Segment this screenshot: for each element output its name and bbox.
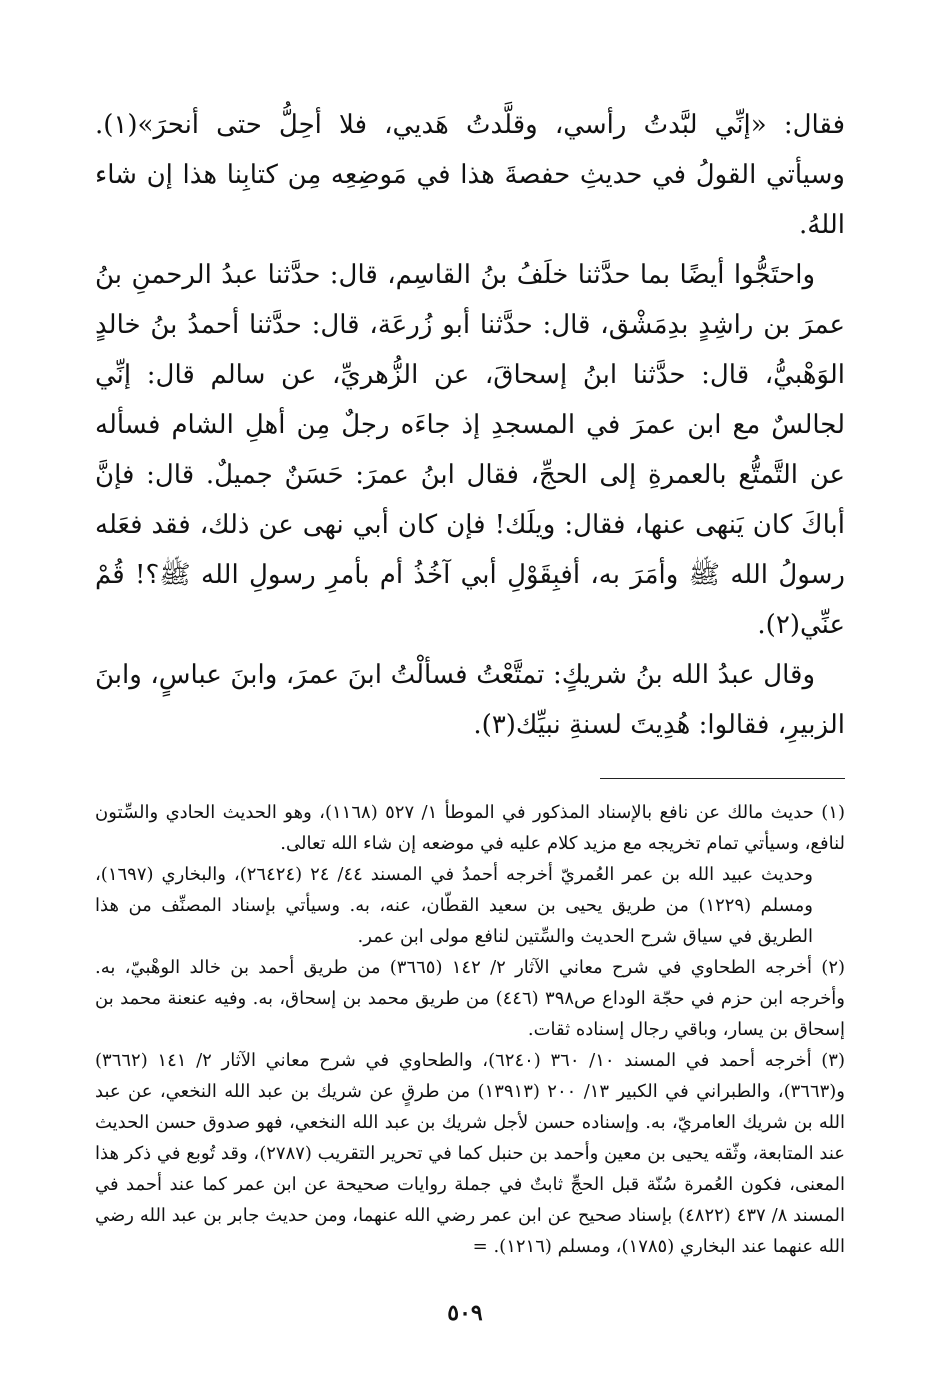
footnote-1-continuation: وحديث عبيد الله بن عمر العُمريّ أخرجه أحمدُ في المسند ٤٤/ ٢٤ (٢٦٤٢٤)، والبخاري (١٦٩٧)، ومسلم (١٢٢٩) من طريق يحيى بن سعيد القطّان، عنه، به. وسيأتي بإسناد المصنِّف من هذا الطريق في سياق شرح الحديث والسِّتين لنافع مولى ابن عمر. (95, 864, 813, 947)
footnotes (95, 797, 845, 1262)
footnote-3: (٣) أخرجه أحمد في المسند ١٠/ ٣٦٠ (٦٢٤٠)، والطحاوي في شرح معاني الآثار ٢/ ١٤١ (٣٦٦٢) و(٣٦٦٣)، والطبراني في الكبير ١٣/ ٢٠٠ (١٣٩١٣) من طرقٍ عن شريك بن عبد الله النخعي، عن عبد الله بن شريك العامريّ، به. وإسناده حسن لأجل شريك بن عبد الله النخعي، فهو صدوق حسن الحديث عند المتابعة، وثّقه يحيى بن معين وأحمد بن حنبل كما في تحرير التقريب (٢٧٨٧)، وقد تُوبع في ذكر هذا المعنى، فكون العُمرة سُنّة قبل الحجِّ ثابتٌ في جملة روايات صحيحة عن ابن عمر كما عند أحمد في المسند ٨/ ٤٣٧ (٤٨٢٢) بإسناد صحيح عن ابن عمر رضي الله عنهما، ومن حديث جابر بن عبد الله رضي الله عنهما عند البخاري (١٧٨٥)، ومسلم (١٢١٦). = (95, 1050, 846, 1257)
page-number: ٥٠٩ (447, 1300, 483, 1326)
footnote-1: (١) حديث مالك عن نافع بالإسناد المذكور في الموطأ ١/ ٥٢٧ (١١٦٨)، وهو الحديث الحادي والسِّتون لنافع، وسيأتي تمام تخريجه مع مزيد كلام عليه في موضعه إن شاء الله تعالى. (95, 802, 845, 854)
footnote-separator (600, 778, 845, 779)
main-paragraph-3: وقال عبدُ الله بنُ شريكٍ: تمتَّعْتُ فسألْتُ ابنَ عمرَ، وابنَ عباسٍ، وابنَ الزبيرِ، فقالوا: هُدِيتَ لسنةِ نبيِّك(٣). (95, 660, 845, 740)
main-paragraph-2: واحتَجُّوا أيضًا بما حدَّثنا خلَفُ بنُ القاسِم، قال: حدَّثنا عبدُ الرحمنِ بنُ عمرَ بن راشِدٍ بدِمَشْق، قال: حدَّثنا أبو زُرعَة، قال: حدَّثنا أحمدُ بنُ خالدٍ الوَهْبيُّ، قال: حدَّثنا ابنُ إسحاقَ، عن الزُّهريِّ، عن سالم قال: إنِّي لجالسٌ مع ابن عمرَ في المسجدِ إذ جاءَه رجلٌ مِن أهلِ الشام فسأله عن التَّمتُّع بالعمرةِ إلى الحجِّ، فقال ابنُ عمرَ: حَسَنٌ جميلٌ. قال: فإنَّ أباكَ كان يَنهى عنها، فقال: ويلَك! فإن كان أبي نهى عن ذلك، فقد فعَله رسولُ الله ﷺ وأمَرَ به، أفبِقَوْلِ أبي آخُذُ أم بأمرِ رسولِ الله ﷺ؟! قُمْ عنِّي(٢). (95, 260, 845, 640)
page-content (95, 100, 845, 1262)
main-paragraph-1: فقال: «إنِّي لبَّدتُ رأسي، وقلَّدتُ هَديي، فلا أحِلُّ حتى أنحرَ»(١). وسيأتي القولُ في حديثِ حفصةَ هذا في مَوضِعِه مِن كتابِنا هذا إن شاء اللهُ. (95, 110, 845, 240)
footnote-2: (٢) أخرجه الطحاوي في شرح معاني الآثار ٢/ ١٤٢ (٣٦٦٥) من طريق أحمد بن خالد الوهْبيّ، به. وأخرجه ابن حزم في حجّة الوداع ص٣٩٨ (٤٤٦) من طريق محمد بن إسحاق، به. وفيه عنعنة محمد بن إسحاق بن يسار، وباقي رجال إسناده ثقات. (95, 957, 846, 1040)
main-text (95, 100, 845, 750)
